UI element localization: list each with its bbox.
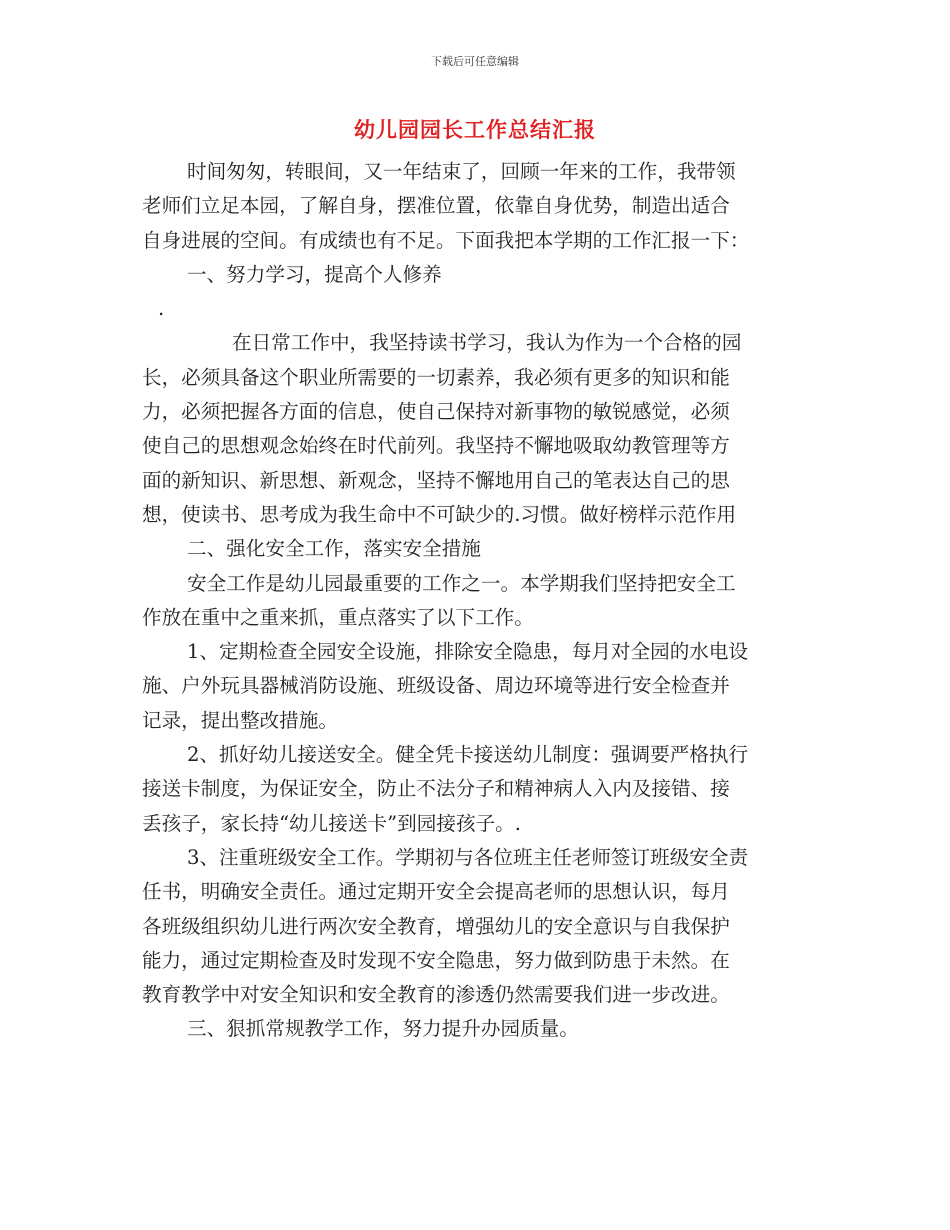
body-line: 各班级组织幼儿进行两次安全教育，增强幼儿的安全意识与自我保护 bbox=[142, 914, 730, 938]
document-title: 幼儿园园长工作总结汇报 bbox=[354, 117, 596, 142]
body-line: 面的新知识、新思想、新观念，坚持不懈地用自己的笔表达自己的思 bbox=[142, 468, 730, 492]
body-line: 使自己的思想观念始终在时代前列。我坚持不懈地吸取幼教管理等方 bbox=[142, 434, 730, 458]
body-line: 接送卡制度，为保证安全，防止不法分子和精神病人入内及接错、接 bbox=[142, 777, 730, 801]
section-heading: 三、狠抓常规教学工作，努力提升办园质量。 bbox=[187, 1017, 579, 1041]
body-line: 教育教学中对安全知识和安全教育的渗透仍然需要我们进一步改进。 bbox=[142, 983, 730, 1007]
body-line: 丢孩子，家长持“幼儿接送卡”到园接孩子。. bbox=[142, 811, 521, 835]
document-body bbox=[142, 155, 812, 1047]
body-line: 力，必须把握各方面的信息，使自己保持对新事物的敏锐感觉，必须 bbox=[142, 400, 730, 424]
body-line: 施、户外玩具器械消防设施、班级设备、周边环境等进行安全检查并 bbox=[142, 674, 730, 698]
body-line: 老师们立足本园，了解自身，摆准位置，依靠自身优势，制造出适合 bbox=[142, 194, 730, 218]
header-note: 下载后可任意编辑 bbox=[431, 55, 519, 68]
body-line: . bbox=[158, 297, 165, 321]
body-line: 时间匆匆，转眼间，又一年结束了，回顾一年来的工作，我带领 bbox=[187, 160, 736, 183]
body-line: 安全工作是幼儿园最重要的工作之一。本学期我们坚持把安全工 bbox=[187, 571, 736, 595]
body-line: 在日常工作中，我坚持读书学习，我认为作为一个合格的园 bbox=[232, 331, 742, 355]
section-heading: 二、强化安全工作，落实安全措施 bbox=[187, 537, 481, 561]
body-line: 记录，提出整改措施。 bbox=[142, 708, 338, 732]
body-line: 作放在重中之重来抓，重点落实了以下工作。 bbox=[142, 605, 534, 629]
body-line: 2、抓好幼儿接送安全。健全凭卡接送幼儿制度：强调要严格执行 bbox=[187, 743, 749, 767]
body-line: 自身进展的空间。有成绩也有不足。下面我把本学期的工作汇报一下： bbox=[142, 228, 750, 252]
section-heading: 一、努力学习，提高个人修养 bbox=[187, 262, 442, 286]
body-line: 1、定期检查全园安全设施，排除安全隐患，每月对全园的水电设 bbox=[187, 640, 749, 664]
body-line: 长，必须具备这个职业所需要的一切素养，我必须有更多的知识和能 bbox=[142, 365, 730, 389]
body-line: 能力，通过定期检查及时发现不安全隐患，努力做到防患于未然。在 bbox=[142, 948, 730, 972]
body-line: 任书，明确安全责任。通过定期开安全会提高老师的思想认识，每月 bbox=[142, 880, 730, 904]
body-line: 想，使读书、思考成为我生命中不可缺少的.习惯。做好榜样示范作用 bbox=[142, 502, 737, 526]
body-line: 3、注重班级安全工作。学期初与各位班主任老师签订班级安全责 bbox=[187, 845, 749, 869]
